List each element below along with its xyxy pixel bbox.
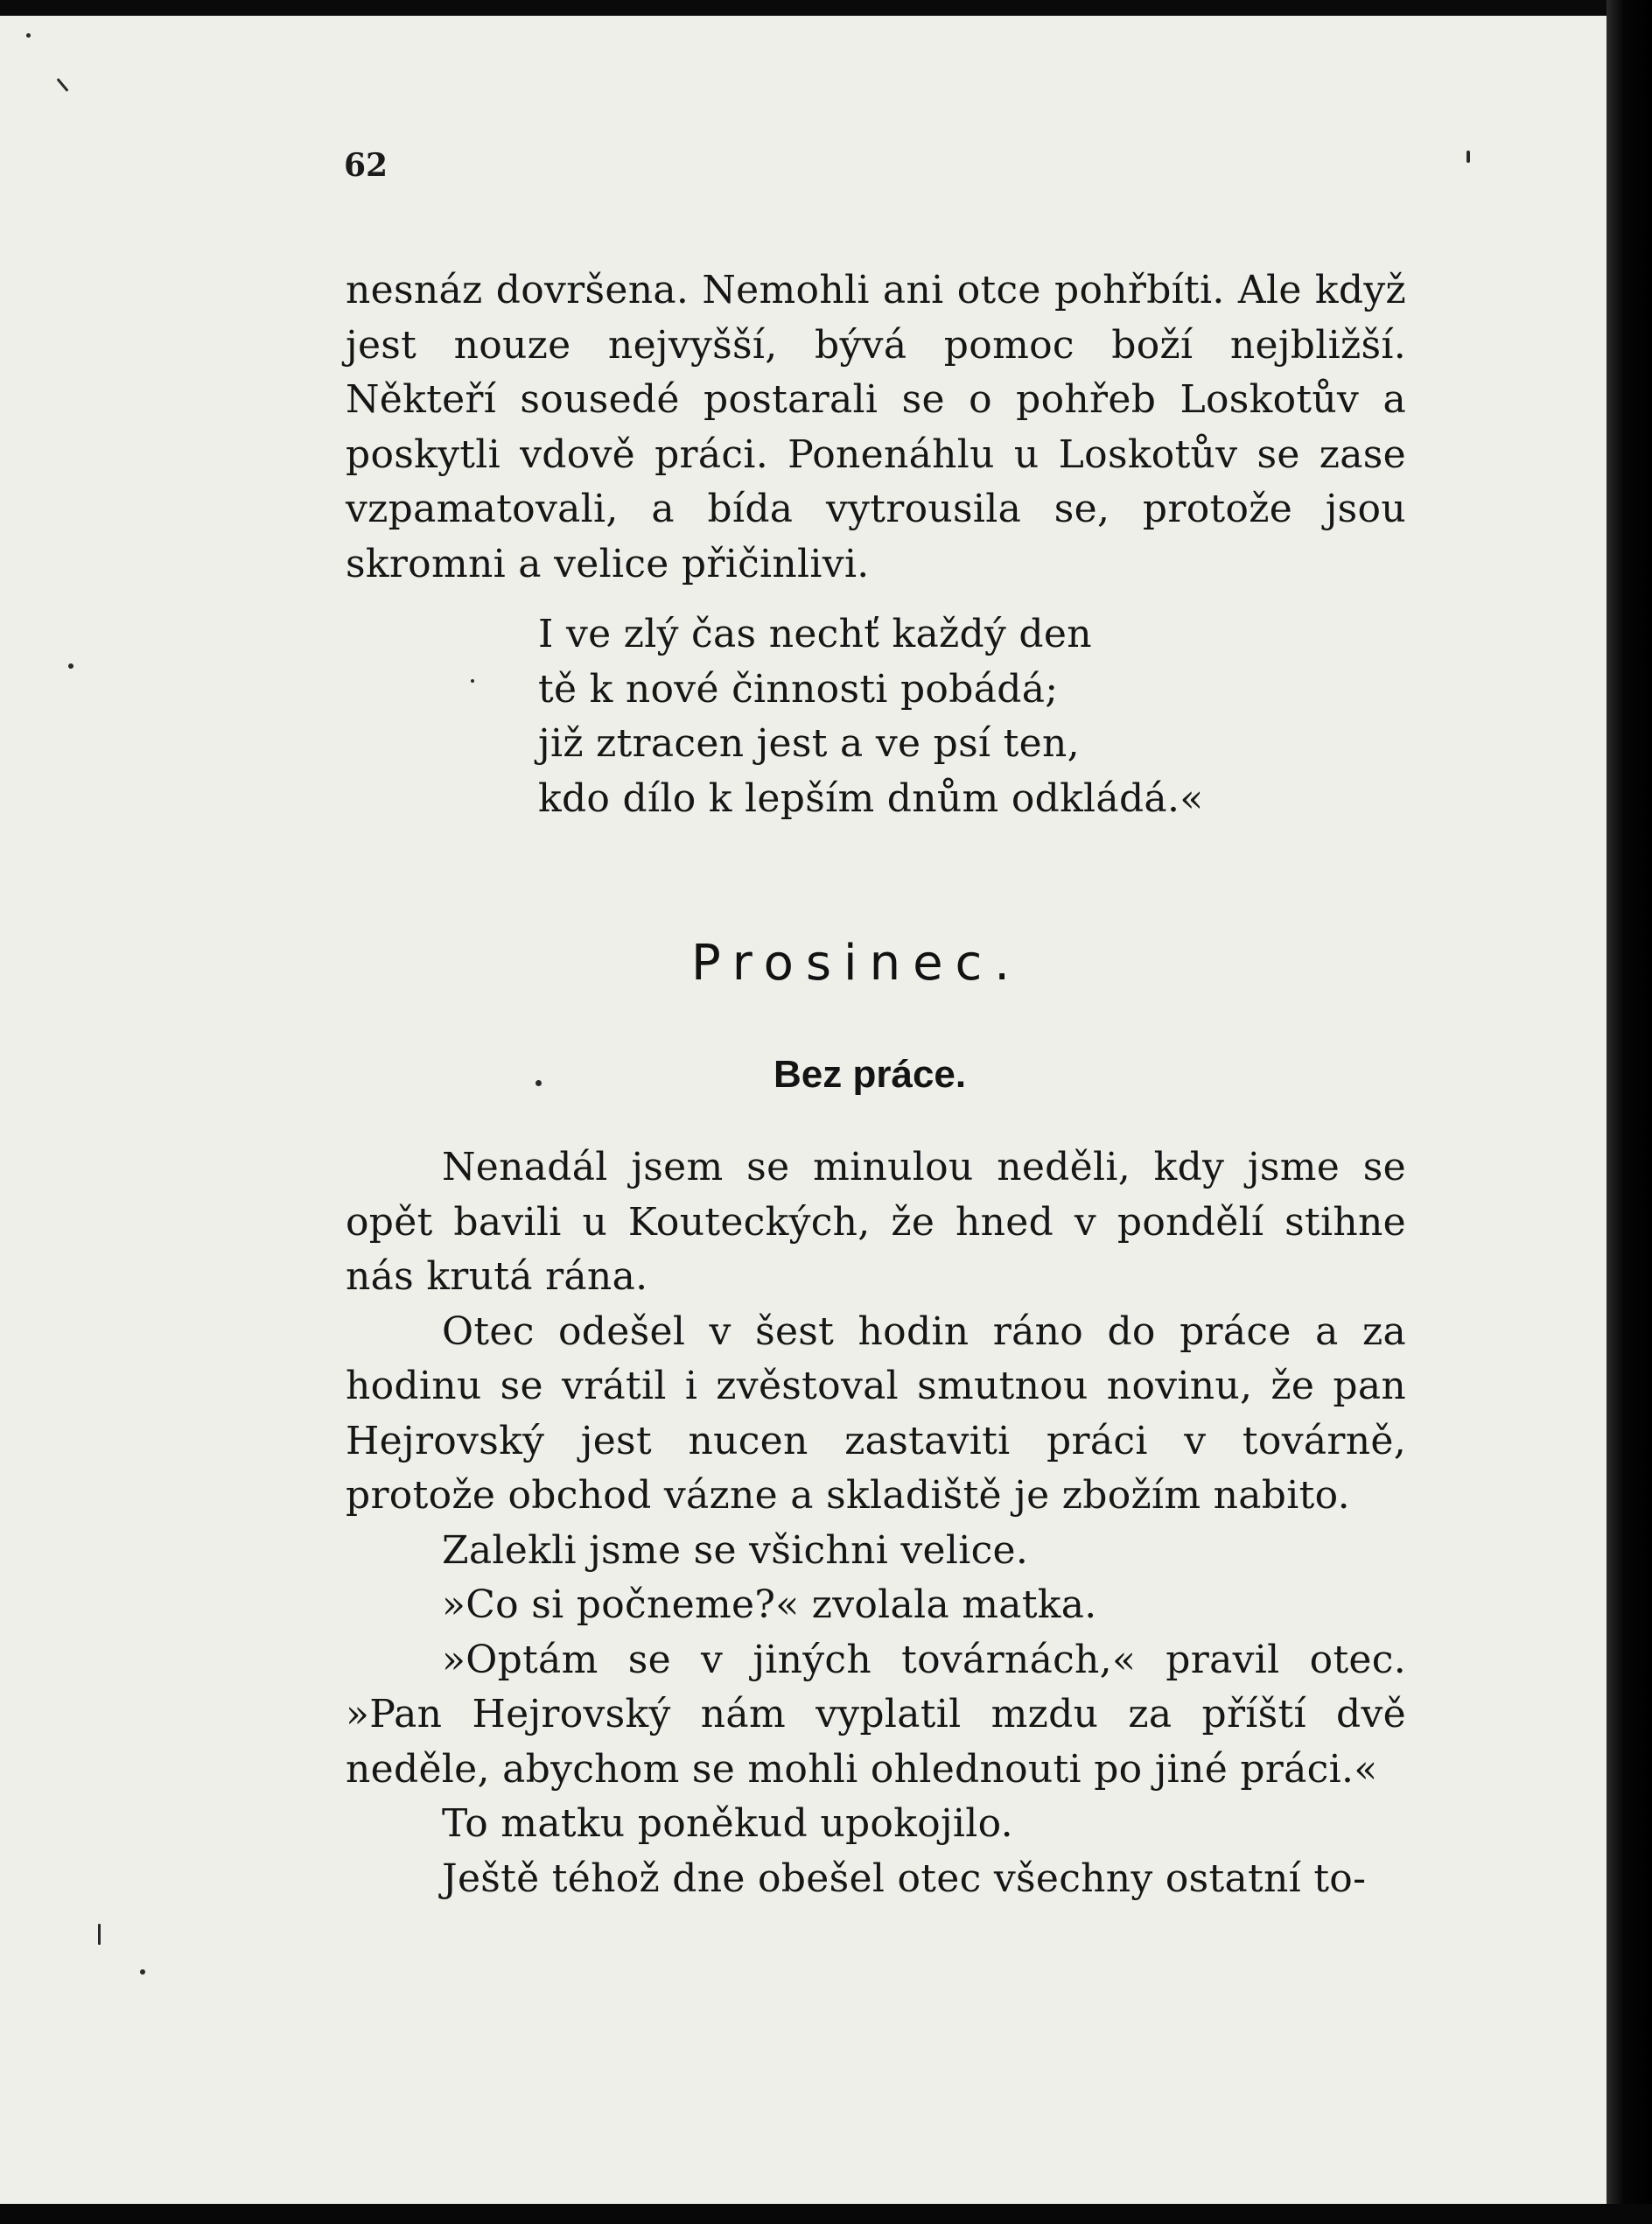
opening-paragraph: nesnáz dovršena. Nemohli ani otce pohřbíti. Ale když jest nouze nejvyšší, bývá pomoc boží nejbližší. Někteří sousedé postarali se o pohřeb Loskotův a poskytli vdově práci. Ponenáhlu u Loskotův se zase vzpamatovali, a bída vytrousila se, protože jsou skromni a velice přičinlivi. — [346, 268, 1406, 586]
verse-line: kdo dílo k lepším dnům odkládá.« — [538, 775, 1204, 821]
paper-speck — [98, 1924, 101, 1945]
verse-line: tě k nové činnosti pobádá; — [538, 666, 1059, 712]
verse-line: již ztracen jest a ve psí ten, — [538, 721, 1080, 766]
chapter-text — [346, 1140, 1406, 1906]
scan-bottom-border — [0, 2204, 1652, 2224]
book-page — [0, 16, 1606, 2204]
paper-speck — [536, 1080, 542, 1086]
opening-text — [346, 263, 1406, 592]
paragraph: Zalekli jsme se všichni velice. — [442, 1527, 1029, 1573]
paper-speck — [471, 679, 474, 683]
paper-speck — [57, 78, 69, 92]
scan-top-border — [0, 0, 1652, 16]
paper-speck — [26, 33, 31, 38]
chapter-title: Prosinec. — [691, 935, 1023, 992]
paper-speck — [1466, 151, 1470, 163]
paragraph: »Optám se v jiných továrnách,« pravil otec. »Pan Hejrovský nám vyplatil mzdu za příští dvě neděle, abychom se mohli ohlednouti po jiné práci.« — [346, 1637, 1406, 1792]
paragraph: Otec odešel v šest hodin ráno do práce a za hodinu se vrátil i zvěstoval smutnou novinu, že pan Hejrovský jest nucen zastaviti práci v továrně, protože obchod vázne a skladiště je zbožím nabito. — [346, 1308, 1406, 1518]
verse-line: I ve zlý čas nechť každý den — [538, 612, 1092, 656]
paragraph: Nenadál jsem se minulou neděli, kdy jsme se opět bavili u Kouteckých, že hned v pondělí stihne nás krutá rána. — [346, 1145, 1406, 1299]
scan-right-border — [1606, 0, 1652, 2224]
verse — [538, 607, 1203, 826]
paper-speck — [140, 1969, 145, 1975]
paragraph: Ještě téhož dne obešel otec všechny ostatní to- — [442, 1856, 1367, 1901]
page-number: 62 — [344, 147, 388, 184]
paragraph: »Co si počneme?« zvolala matka. — [442, 1582, 1097, 1627]
paper-speck — [68, 663, 74, 669]
paragraph: To matku poněkud upokojilo. — [442, 1801, 1013, 1846]
section-title: Bez práce. — [774, 1053, 967, 1096]
